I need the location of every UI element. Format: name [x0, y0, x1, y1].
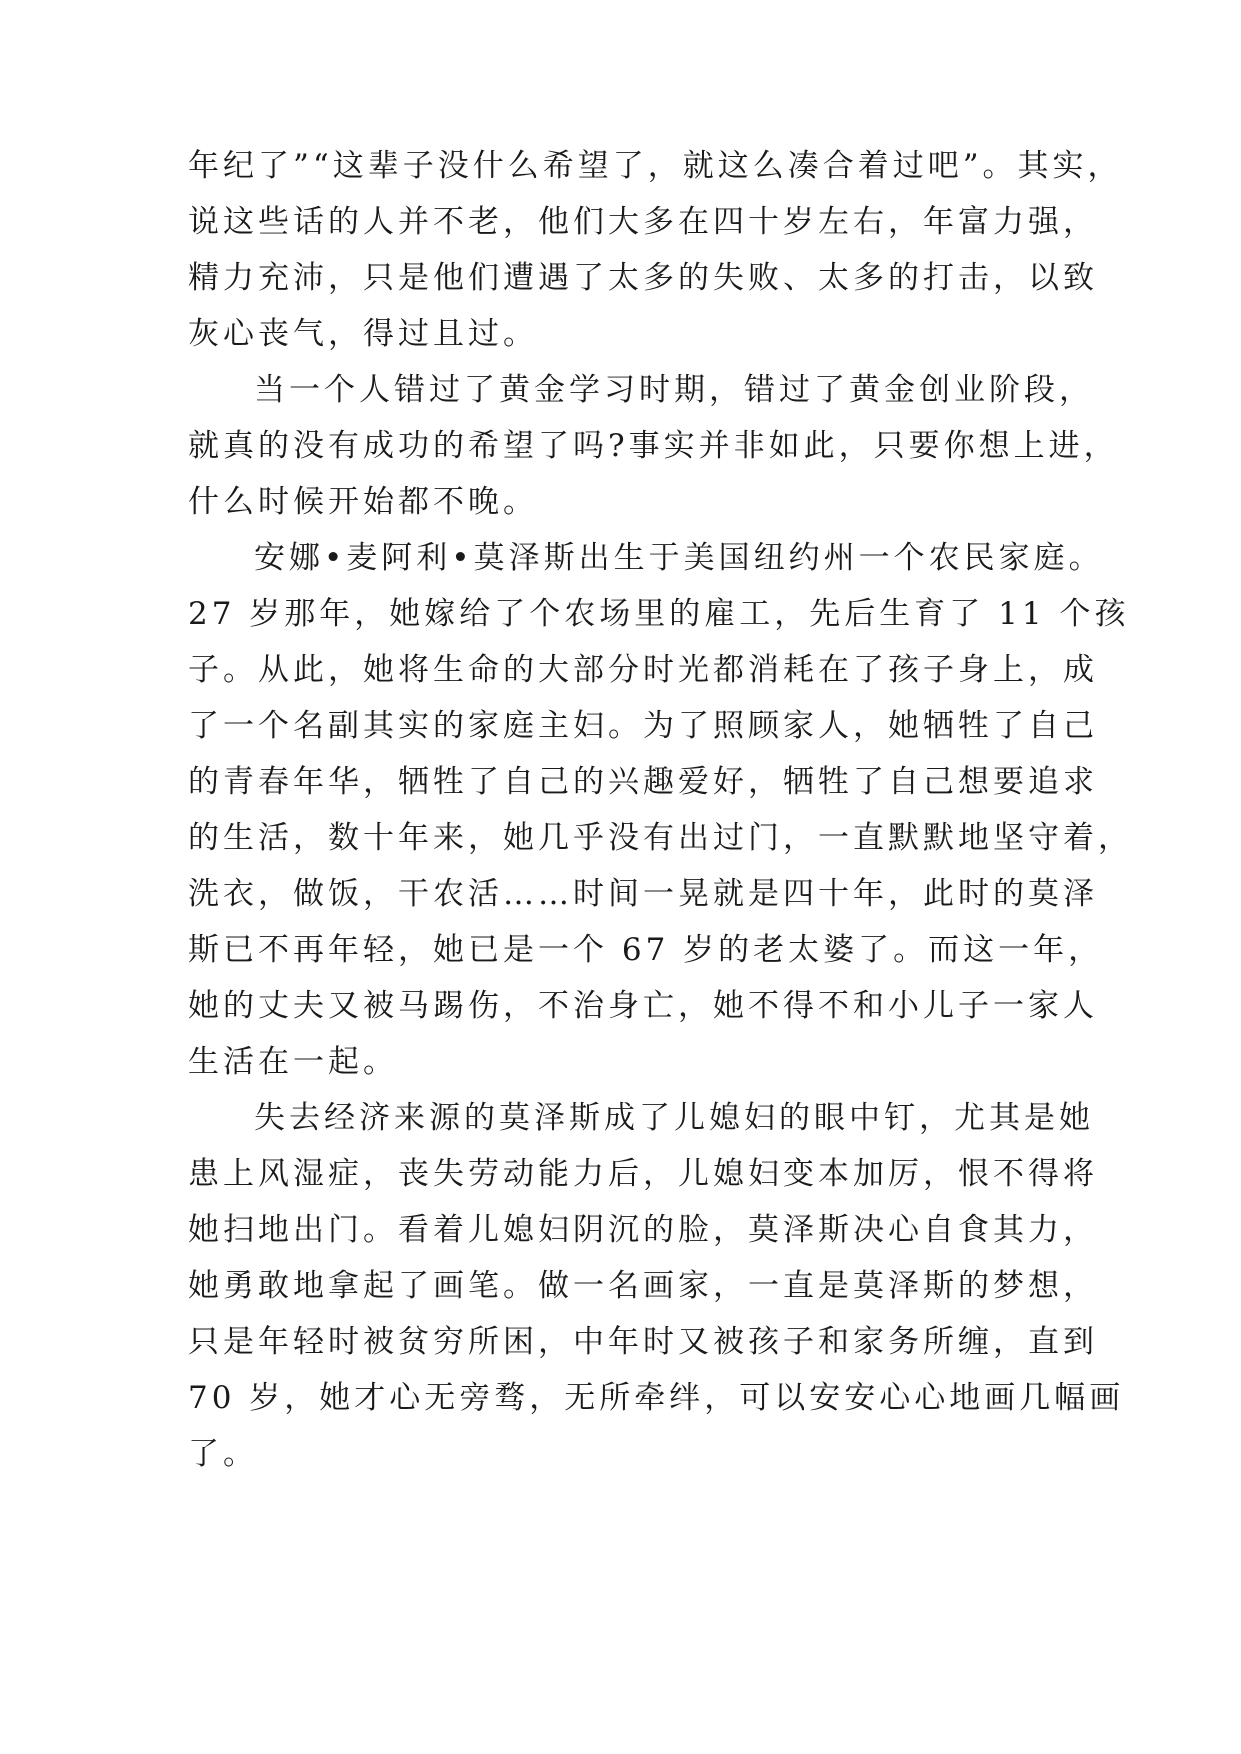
text-line: 洗衣，做饭，干农活……时间一晃就是四十年，此时的莫泽 [188, 876, 1098, 912]
text-line: 斯已不再年轻，她已是一个 67 岁的老太婆了。而这一年， [188, 932, 1104, 968]
text-line: 了一个名副其实的家庭主妇。为了照顾家人，她牺牲了自己 [188, 708, 1098, 744]
text-line: 的青春年华，牺牲了自己的兴趣爱好，牺牲了自己想要追求 [188, 764, 1098, 800]
text-line: 就真的没有成功的希望了吗?事实并非如此，只要你想上进， [188, 428, 1119, 464]
text-line: 什么时候开始都不晚。 [188, 484, 538, 520]
text-line: 她勇敢地拿起了画笔。做一名画家，一直是莫泽斯的梦想， [188, 1268, 1098, 1304]
text-line: 70 岁，她才心无旁骛，无所牵绊，可以安安心心地画几幅画 [188, 1380, 1125, 1416]
text-line: 说这些话的人并不老，他们大多在四十岁左右，年富力强， [188, 204, 1098, 240]
text-line: 精力充沛，只是他们遭遇了太多的失败、太多的打击，以致 [188, 260, 1098, 296]
text-line: 她扫地出门。看着儿媳妇阴沉的脸，莫泽斯决心自食其力， [188, 1212, 1098, 1248]
paragraph-first-line: 失去经济来源的莫泽斯成了儿媳妇的眼中钉，尤其是她 [254, 1100, 1094, 1136]
text-line: 的生活，数十年来，她几乎没有出过门，一直默默地坚守着， [188, 820, 1133, 856]
text-line: 子。从此，她将生命的大部分时光都消耗在了孩子身上，成 [188, 652, 1098, 688]
paragraph-first-line: 当一个人错过了黄金学习时期，错过了黄金创业阶段， [254, 372, 1094, 408]
text-line: 了。 [188, 1436, 258, 1472]
text-line: 年纪了”“这辈子没什么希望了，就这么凑合着过吧”。其实， [188, 148, 1123, 184]
text-line: 患上风湿症，丧失劳动能力后，儿媳妇变本加厉，恨不得将 [188, 1156, 1098, 1192]
text-line: 她的丈夫又被马踢伤，不治身亡，她不得不和小儿子一家人 [188, 988, 1098, 1024]
text-line: 27 岁那年，她嫁给了个农场里的雇工，先后生育了 11 个孩 [188, 596, 1130, 632]
text-line: 灰心丧气，得过且过。 [188, 316, 538, 352]
text-line: 生活在一起。 [188, 1044, 398, 1080]
paragraph-first-line: 安娜•麦阿利•莫泽斯出生于美国纽约州一个农民家庭。 [254, 540, 1104, 576]
text-line: 只是年轻时被贫穷所困，中年时又被孩子和家务所缠，直到 [188, 1324, 1098, 1360]
